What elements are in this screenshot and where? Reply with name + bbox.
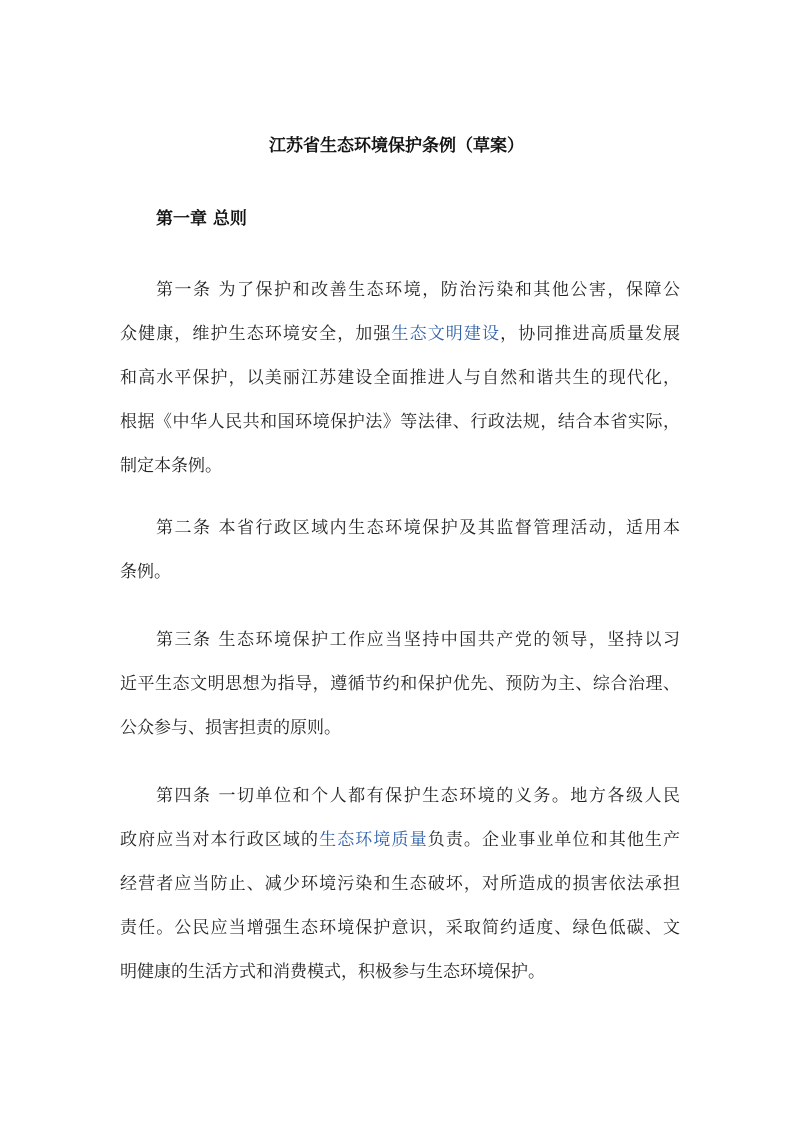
document-title: 江苏省生态环境保护条例（草案） (269, 136, 524, 156)
article-1-line-2 (120, 312, 680, 356)
article-1-line-3: 和高水平保护，以美丽江苏建设全面推进人与自然和谐共生的现代化， (120, 368, 680, 388)
article-4 (120, 774, 680, 994)
article-1-line-1: 第一条 为了保护和改善生态环境，防治污染和其他公害，保障公 (156, 280, 680, 300)
chapter-heading: 第一章 总则 (156, 209, 247, 229)
article-4-line-1: 第四条 一切单位和个人都有保护生态环境的义务。地方各级人民 (156, 786, 680, 806)
article-4-line-5: 明健康的生活方式和消费模式，积极参与生态环境保护。 (120, 962, 545, 982)
article-4-line-4: 责任。公民应当增强生态环境保护意识，采取简约适度、绿色低碳、文 (120, 918, 680, 938)
article-4-line-2-after: 负责。企业事业单位和其他生产 (427, 830, 681, 850)
article-3 (120, 618, 680, 750)
article-1-line-2-before: 众健康，维护生态环境安全，加强 (120, 324, 392, 344)
article-2-line-1: 第二条 本省行政区域内生态环境保护及其监督管理活动，适用本 (156, 518, 680, 538)
article-1-line-4: 根据《中华人民共和国环境保护法》等法律、行政法规，结合本省实际， (120, 412, 680, 432)
article-1 (120, 268, 680, 488)
link-ecological-civilization[interactable]: 生态文明建设 (391, 324, 501, 344)
article-2-line-2: 条例。 (120, 562, 171, 582)
article-2 (120, 506, 680, 594)
link-ecological-environment-quality[interactable]: 生态环境质量 (319, 830, 428, 850)
article-4-line-3: 经营者应当防止、减少环境污染和生态破坏，对所造成的损害依法承担 (120, 874, 680, 894)
article-4-line-2-before: 政府应当对本行政区域的 (120, 830, 320, 850)
article-1-line-5: 制定本条例。 (120, 456, 222, 476)
article-1-line-2-after: ，协同推进高质量发展 (500, 324, 681, 344)
article-3-line-1: 第三条 生态环境保护工作应当坚持中国共产党的领导，坚持以习 (156, 630, 680, 650)
article-4-line-2 (120, 818, 680, 862)
article-3-line-2: 近平生态文明思想为指导，遵循节约和保护优先、预防为主、综合治理、 (120, 674, 680, 694)
article-3-line-3: 公众参与、损害担责的原则。 (120, 718, 341, 738)
